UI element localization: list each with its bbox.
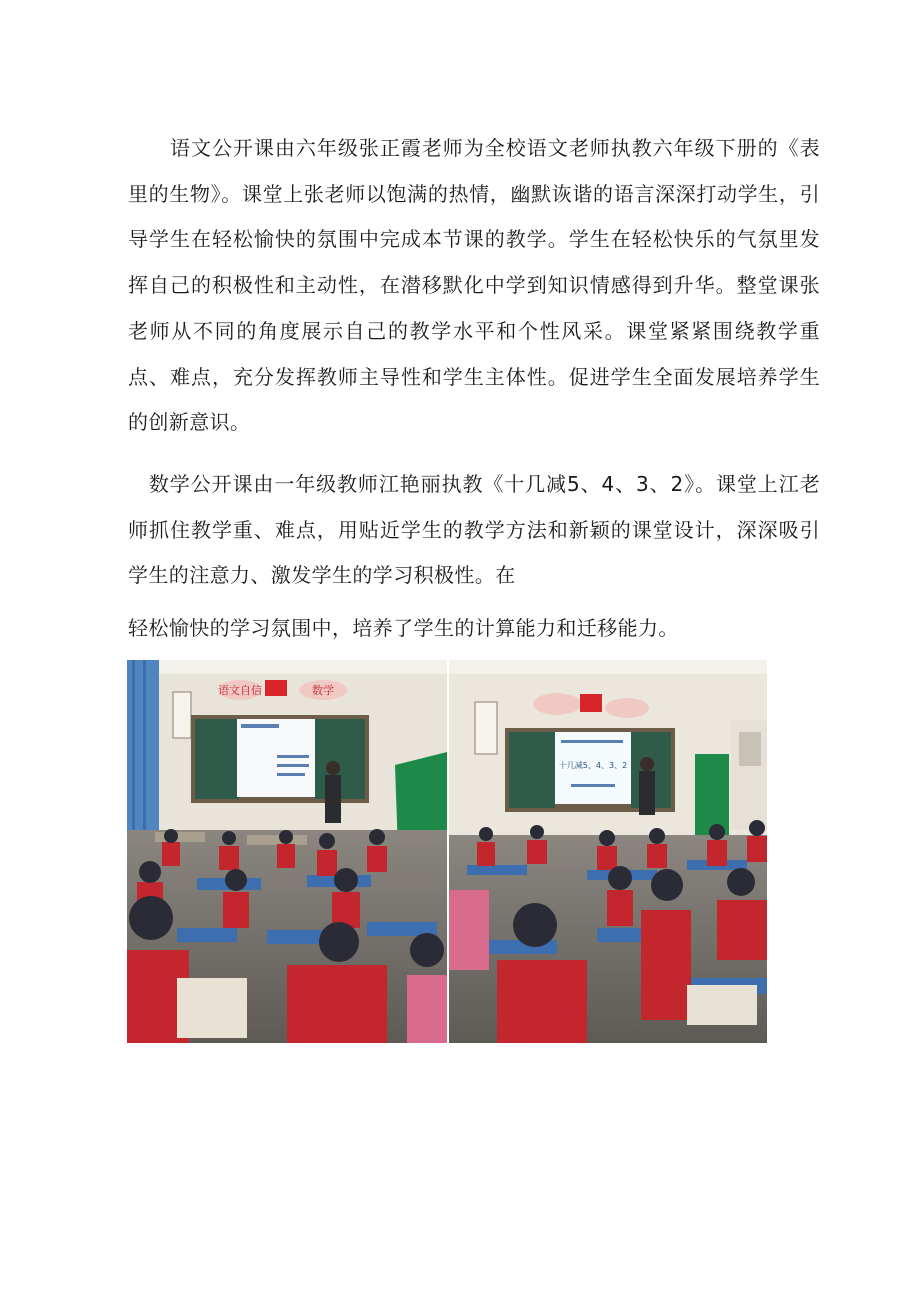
paragraph-chinese-lesson: 语文公开课由六年级张正霞老师为全校语文老师执教六年级下册的《表里的生物》。课堂上张老师以饱满的热情，幽默诙谐的语言深深打动学生，引导学生在轻松愉快的氛围中完成本节课的教学。学生在轻松快乐的气氛里发挥自己的积极性和主动性，在潜移默化中学到知识情感得到升华。整堂课张老师从不同的角度展示自己的教学水平和个性风采。课堂紧紧围绕教学重点、难点，充分发挥教师主导性和学生主体性。促进学生全面发展培养学生的创新意识。 bbox=[128, 136, 820, 435]
left-slogan: 语文自信 bbox=[218, 684, 262, 697]
left-classroom-photo bbox=[127, 660, 447, 1043]
right-classroom-photo bbox=[449, 660, 767, 1043]
paragraph-math-lesson: 数学公开课由一年级教师江艳丽执教《十几减5、4、3、2》。课堂上江老师抓住教学重、难点，用贴近学生的教学方法和新颖的课堂设计，深深吸引学生的注意力、激发学生的学习积极性。在 bbox=[128, 472, 820, 588]
classroom-photo bbox=[127, 660, 767, 1043]
right-slide-title: 十几减5、4、3、2 bbox=[558, 761, 628, 770]
paragraph-math-lesson-end: 轻松愉快的学习氛围中，培养了学生的计算能力和迁移能力。 bbox=[128, 616, 679, 640]
left-slogan-2: 数学 bbox=[312, 684, 334, 697]
